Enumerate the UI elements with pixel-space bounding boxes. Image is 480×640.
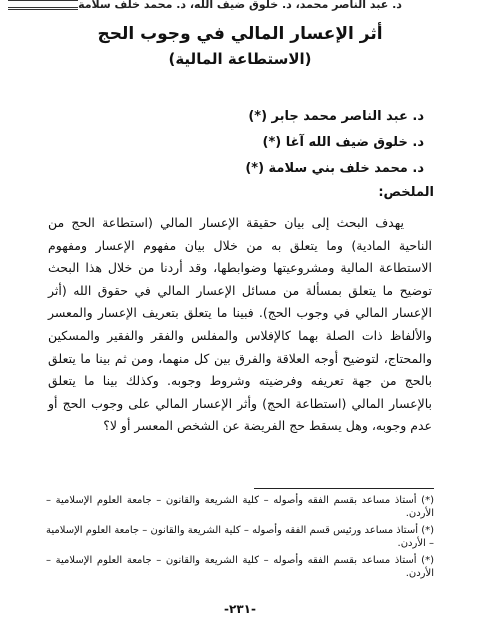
page-number: -٢٣١- [224, 602, 256, 616]
author-3: د. محمد خلف بني سلامة (*) [245, 161, 424, 176]
paper-title: أثر الإعسار المالي في وجوب الحج [97, 24, 383, 44]
footnote-1: (*) أستاذ مساعد بقسم الفقه وأصوله – كلية الشريعة والقانون – جامعة العلوم الإسلامية – الأردن. [46, 495, 434, 519]
paper-subtitle: (الاستطاعة المالية) [168, 50, 312, 68]
header-double-rule [8, 0, 78, 8]
header-rule [8, 9, 78, 10]
abstract-heading: الملخص: [378, 185, 434, 200]
author-1: د. عبد الناصر محمد جابر (*) [248, 109, 424, 124]
running-head: د. عبد الناصر محمد، د. خلوق ضيف الله، د. محمد خلف سلامة [78, 0, 402, 11]
footnote-3: (*) أستاذ مساعد بقسم الفقه وأصوله – كلية الشريعة والقانون – جامعة العلوم الإسلامية – الأردن. [46, 555, 434, 579]
author-list [144, 104, 424, 182]
author-2: د. خلوق ضيف الله آغا (*) [262, 135, 424, 150]
abstract-body: يهدف البحث إلى بيان حقيقة الإعسار المالي (استطاعة الحج من الناحية المادية) وما يتعلق به من خلال بيان مفهوم الإعسار ومفهوم الاستطاعة المالية ومشروعيتها وضوابطها، وقد أردنا من خلال هذا البحث توضيح ما يتعلق بمسألة من مسائل الإعسار المالي في حقوق الله (أثر الإعسار المالي في وجوب الحج). فبينا ما يتعلق بتعريف الإعسار والمعسر والألفاظ ذات الصلة بهما كالإفلاس والمفلس والفقر والفقير والمسكين والمحتاج، لتوضيح أوجه العلاقة والفرق بين كل منهما، ومن ثم بينا ما يتعلق بالحج من جهة تعريفه وفرضيته وشروط وجوبه. وكذلك بينا ما يتعلق بالإعسار المالي (استطاعة الحج) وأثر الإعسار المالي على وجوب الحج أو عدم وجوبه، وهل يسقط حج الفريضة عن الشخص المعسر أو لا؟ [48, 215, 432, 434]
footnote-2: (*) أستاذ مساعد ورئيس قسم الفقه وأصوله – كلية الشريعة والقانون – جامعة العلوم الإسلامية – الأردن. [46, 525, 434, 549]
footnotes [46, 494, 434, 584]
footnote-divider [254, 488, 434, 489]
